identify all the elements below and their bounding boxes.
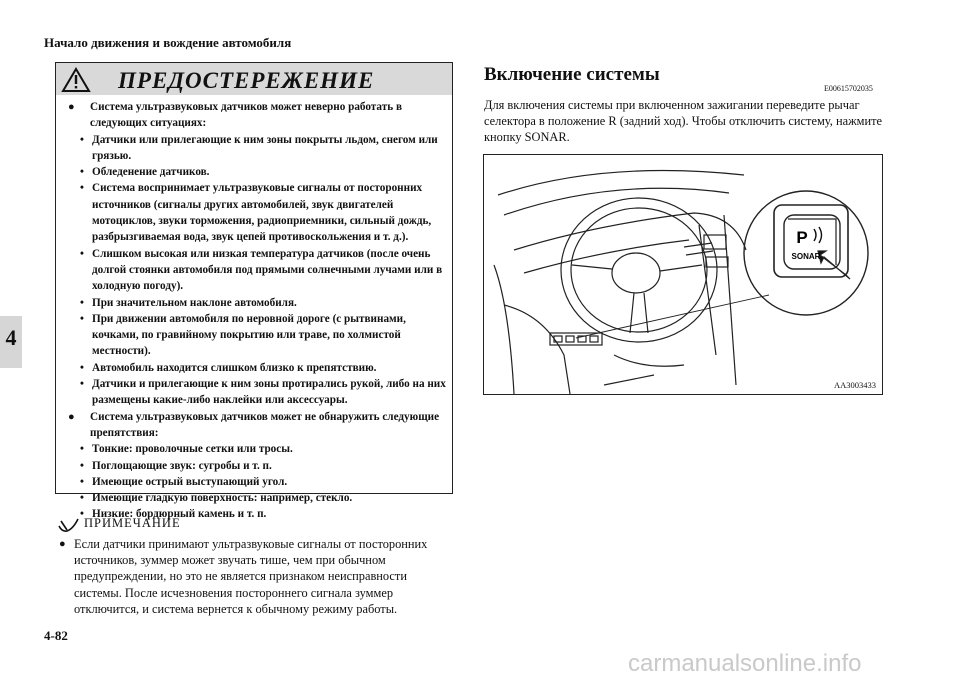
warning-item: ● Система ультразвуковых датчиков может неверно работать в следующих ситуациях: xyxy=(66,99,448,132)
watermark: carmanualsonline.info xyxy=(628,650,862,677)
chapter-tab-number: 4 xyxy=(5,325,17,350)
section-title: Включение системы xyxy=(484,64,660,85)
dashboard-figure xyxy=(483,154,883,395)
warning-title: ПРЕДОСТЕРЕЖЕНИЕ xyxy=(118,68,375,93)
warning-subitem: • Поглощающие звук: сугробы и т. п. xyxy=(66,458,448,474)
warning-subitem: • Датчики или прилегающие к ним зоны покрыты льдом, снегом или грязью. xyxy=(66,132,448,165)
warning-list xyxy=(66,99,448,523)
warning-subitem: • Низкие: бордюрный камень и т. п. xyxy=(66,506,448,522)
sonar-button-label: SONAR xyxy=(791,252,821,261)
section-code: E00615702035 xyxy=(824,84,873,93)
sonar-button-letter: P xyxy=(796,228,808,247)
section-text: Для включения системы при включенном зажигании переведите рычаг селектора в положение R (задний ход). Чтобы отключить систему, нажмите кнопку SONAR. xyxy=(484,98,883,145)
warning-subitem: • При движении автомобиля по неровной дороге (с рытвинами, кочками, по гравийному покрытию или траве, по холмистой местности). xyxy=(66,311,448,360)
note-pencil-icon xyxy=(58,517,80,533)
page-number: 4-82 xyxy=(44,628,68,643)
warning-subitem: • Обледенение датчиков. xyxy=(66,164,448,180)
warning-subitem: • Имеющие острый выступающий угол. xyxy=(66,474,448,490)
note-text: ● Если датчики принимают ультразвуковые сигналы от посторонних источников, зуммер может звучать тише, чем при обычном предупреждении, но это не является признаком неисправности системы. После исчезновения постороннего сигнала зуммер отключится, и система вернется к обычному режиму работы. xyxy=(74,536,452,617)
warning-triangle-icon xyxy=(61,67,91,93)
warning-box xyxy=(55,62,453,521)
note-title: ПРИМЕЧАНИЕ xyxy=(84,516,181,530)
warning-item: ● Система ультразвуковых датчиков может не обнаружить следующие препятствия: xyxy=(66,409,448,442)
warning-subitem: • Система воспринимает ультразвуковые сигналы от посторонних источников (сигналы других автомобилей, звук двигателей мотоциклов, звуки торможения, радиоприемники, сильный дождь, разбрызгиваемая вода, звук цепей противоскольжения и т. д.). xyxy=(66,180,448,245)
warning-subitem: • Слишком высокая или низкая температура датчиков (после очень долгой стоянки автомобиля под прямыми солнечными лучами или в холодную погоду). xyxy=(66,246,448,295)
warning-header xyxy=(56,63,452,95)
warning-subitem: • Имеющие гладкую поверхность: например, стекло. xyxy=(66,490,448,506)
warning-subitem: • Автомобиль находится слишком близко к препятствию. xyxy=(66,360,448,376)
dashboard-illustration xyxy=(484,155,882,394)
running-header: Начало движения и вождение автомобиля xyxy=(44,35,292,50)
figure-id: AA3003433 xyxy=(833,380,876,390)
warning-subitem: • Датчики и прилегающие к ним зоны протирались рукой, либо на них размещены какие-либо наклейки или аксессуары. xyxy=(66,376,448,409)
warning-subitem: • При значительном наклоне автомобиля. xyxy=(66,295,448,311)
warning-subitem: • Тонкие: проволочные сетки или тросы. xyxy=(66,441,448,457)
